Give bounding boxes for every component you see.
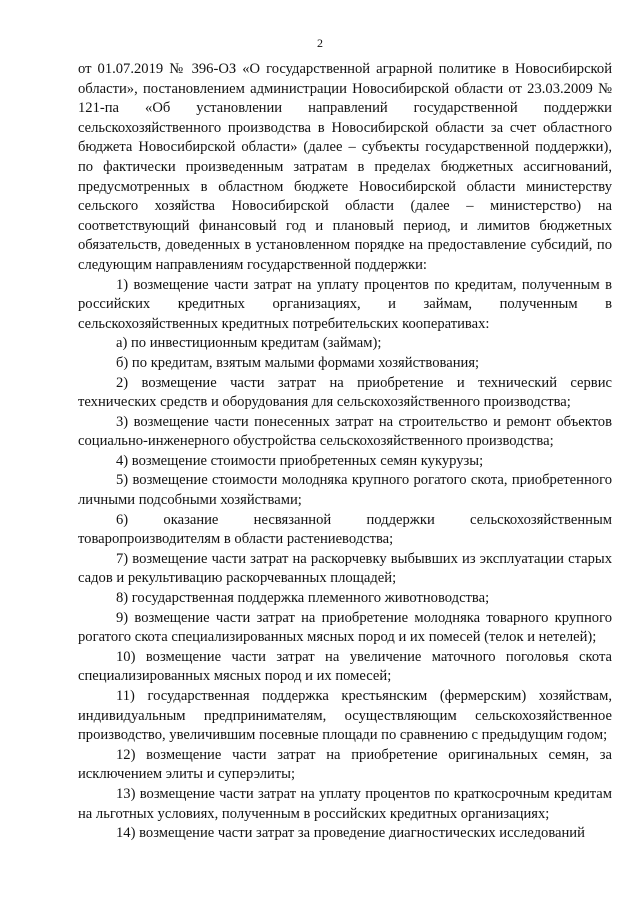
- list-item-4: 4) возмещение стоимости приобретенных семян кукурузы;: [116, 452, 484, 469]
- list-item-12: 12) возмещение части затрат на приобретение оригинальных семян, за исключением элиты и суперэлиты;: [78, 746, 612, 783]
- list-item-5: 5) возмещение стоимости молодняка крупного рогатого скота, приобретенного личными подсобными хозяйствами;: [78, 472, 612, 509]
- list-item-6: 6) оказание несвязанной поддержки сельскохозяйственным товаропроизводителям в области растениеводства;: [78, 511, 612, 548]
- list-item-1b: б) по кредитам, взятым малыми формами хозяйствования;: [116, 354, 480, 371]
- list-item-7: 7) возмещение части затрат на раскорчевку выбывших из эксплуатации старых садов и рекультивацию раскорчеванных площадей;: [78, 550, 612, 587]
- document-body: [78, 60, 612, 844]
- list-item-1a: а) по инвестиционным кредитам (займам);: [116, 335, 382, 352]
- list-item-1: 1) возмещение части затрат на уплату процентов по кредитам, полученным в российских кредитных организациях, и займам, полученным в сельскохозяйственных кредитных потребительских кооперативах:: [78, 276, 612, 332]
- list-item-13: 13) возмещение части затрат на уплату процентов по краткосрочным кредитам на льготных условиях, полученным в российских кредитных организациях;: [78, 785, 612, 822]
- intro-paragraph: от 01.07.2019 № 396-ОЗ «О государственной аграрной политике в Новосибирской области», постановлением администрации Новосибирской области от 23.03.2009 № 121-па «Об установлении направлений государственной поддержки сельскохозяйственного производства в Новосибирской области за счет областного бюджета Новосибирской области» (далее – субъекты государственной поддержки), по фактически произведенным затратам в пределах бюджетных ассигнований, предусмотренных в областном бюджете Новосибирской области министерству сельского хозяйства Новосибирской области (далее – министерство) на соответствующий финансовый год и плановый период, и лимитов бюджетных обязательств, доведенных в установленном порядке на предоставление субсидий, по следующим направлениям государственной поддержки:: [78, 61, 612, 273]
- list-item-3: 3) возмещение части понесенных затрат на строительство и ремонт объектов социально-инженерного обустройства сельскохозяйственного производства;: [78, 413, 612, 450]
- list-item-2: 2) возмещение части затрат на приобретение и технический сервис технических средств и оборудования для сельскохозяйственного производства;: [78, 374, 612, 411]
- list-item-10: 10) возмещение части затрат на увеличение маточного поголовья скота специализированных мясных пород и их помесей;: [78, 648, 612, 685]
- list-item-9: 9) возмещение части затрат на приобретение молодняка товарного крупного рогатого скота специализированных мясных пород и их помесей (телок и нетелей);: [78, 609, 612, 646]
- page-number: 2: [317, 36, 323, 50]
- list-item-8: 8) государственная поддержка племенного животноводства;: [116, 590, 490, 607]
- list-item-11: 11) государственная поддержка крестьянским (фермерским) хозяйствам, индивидуальным предпринимателям, осуществляющим сельскохозяйственное производство, увеличившим посевные площади по сравнению с предыдущим годом;: [78, 688, 612, 744]
- list-item-14: 14) возмещение части затрат за проведение диагностических исследований: [116, 825, 585, 842]
